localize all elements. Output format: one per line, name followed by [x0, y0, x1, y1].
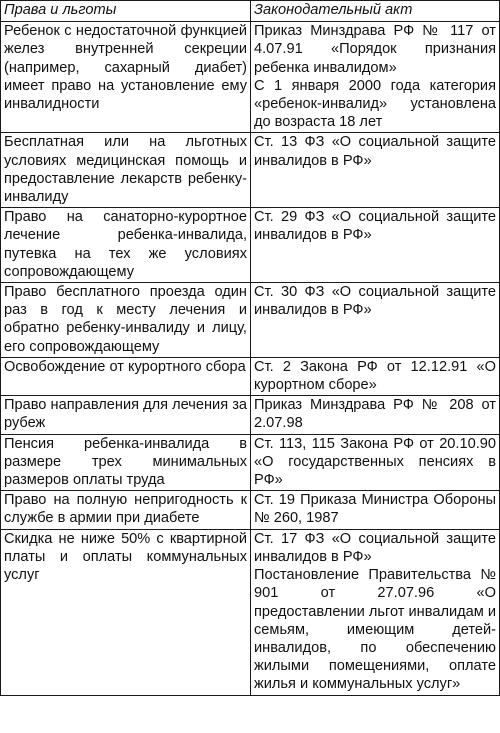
table-header-row — [1, 1, 500, 22]
right-cell: Ребенок с недостаточной функцией желез внутренней секреции (например, сахарный диабет) имеет право на установление ему инвалидности — [1, 22, 251, 133]
header-rights: Права и льготы — [1, 1, 251, 22]
right-cell: Бесплатная или на льготных условиях медицинская помощь и предоставление лекарств ребенку-инвалиду — [1, 133, 251, 208]
act-cell — [251, 22, 500, 133]
right-cell: Право на полную непригодность к службе в армии при диабете — [1, 491, 251, 529]
act-cell — [251, 434, 500, 491]
act-cell — [251, 283, 500, 358]
right-cell: Освобождение от курортного сбора — [1, 357, 251, 395]
right-cell: Право на санаторно-курортное лечение ребенка-инвалида, путевка на тех же условиях сопровождающему — [1, 208, 251, 283]
act-text: С 1 января 2000 года категория «ребенок-инвалид» установлена до возраста 18 лет — [254, 77, 496, 131]
table-row — [1, 396, 500, 434]
act-text: Ст. 17 ФЗ «О социальной защите инвалидов в РФ» — [254, 530, 496, 565]
act-cell — [251, 529, 500, 695]
header-legal-act: Законодательный акт — [251, 1, 500, 22]
act-cell — [251, 357, 500, 395]
act-cell — [251, 208, 500, 283]
right-cell: Пенсия ребенка-инвалида в размере трех минимальных размеров оплаты труда — [1, 434, 251, 491]
right-cell: Право бесплатного проезда один раз в год к месту лечения и обратно ребенку-инвалиду и лицу, его сопровождающему — [1, 283, 251, 358]
table-row — [1, 208, 500, 283]
act-cell — [251, 491, 500, 529]
act-text: Ст. 29 ФЗ «О социальной защите инвалидов в РФ» — [254, 209, 496, 244]
act-text: Ст. 2 Закона РФ от 12.12.91 «О курортном сборе» — [254, 358, 496, 394]
table-row — [1, 491, 500, 529]
right-cell: Право направления для лечения за рубеж — [1, 396, 251, 434]
act-cell — [251, 396, 500, 434]
act-cell — [251, 133, 500, 208]
table-row — [1, 357, 500, 395]
table-row — [1, 434, 500, 491]
act-text: Ст. 19 Приказа Министра Обороны № 260, 1987 — [254, 492, 496, 527]
table-row — [1, 283, 500, 358]
act-text: Приказ Минздрава РФ № 208 от 2.07.98 — [254, 397, 496, 432]
table-row — [1, 529, 500, 695]
right-cell: Скидка не ниже 50% с квартирной платы и оплаты коммунальных услуг — [1, 529, 251, 695]
act-text: Приказ Минздрава РФ № 117 от 4.07.91 «Порядок признания ребенка инвалидом» — [254, 23, 496, 76]
table-row — [1, 22, 500, 133]
act-text: Ст. 13 ФЗ «О социальной защите инвалидов в РФ» — [254, 134, 496, 169]
act-text: Постановление Правительства № 901 от 27.07.96 «О предоставлении льгот инвалидам и семьям, имеющим детей-инвалидов, по обеспечению жилыми помещениями, оплате жилья и коммунальных услуг» — [254, 567, 496, 693]
table-row — [1, 133, 500, 208]
act-text: Ст. 113, 115 Закона РФ от 20.10.90 «О государственных пенсиях в РФ» — [254, 435, 496, 489]
act-text: Ст. 30 ФЗ «О социальной защите инвалидов в РФ» — [254, 284, 496, 319]
